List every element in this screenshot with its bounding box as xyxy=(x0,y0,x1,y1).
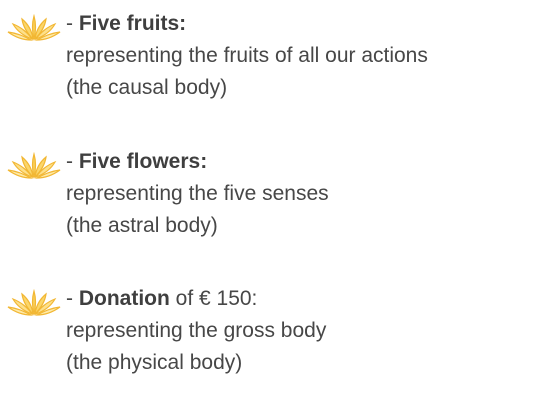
item-heading xyxy=(66,285,257,313)
item-prefix: - xyxy=(66,150,79,173)
item-description: representing the gross body xyxy=(66,319,327,342)
item-prefix: - xyxy=(66,287,79,310)
item-title: Donation xyxy=(78,287,170,310)
item-description: representing the five senses xyxy=(66,182,329,205)
lotus-icon xyxy=(5,152,63,180)
lotus-icon xyxy=(5,289,63,317)
item-body-note: (the causal body) xyxy=(66,76,228,99)
item-body-note: (the physical body) xyxy=(66,351,243,374)
lotus-icon xyxy=(5,14,63,42)
item-heading xyxy=(66,148,207,176)
item-title: Five flowers: xyxy=(78,150,208,173)
item-prefix: - xyxy=(66,12,79,35)
item-title-rest: of € 150: xyxy=(169,287,258,310)
item-description: representing the fruits of all our actions xyxy=(66,44,428,67)
item-body-note: (the astral body) xyxy=(66,214,218,237)
item-heading xyxy=(66,10,186,38)
item-title: Five fruits: xyxy=(78,12,187,35)
